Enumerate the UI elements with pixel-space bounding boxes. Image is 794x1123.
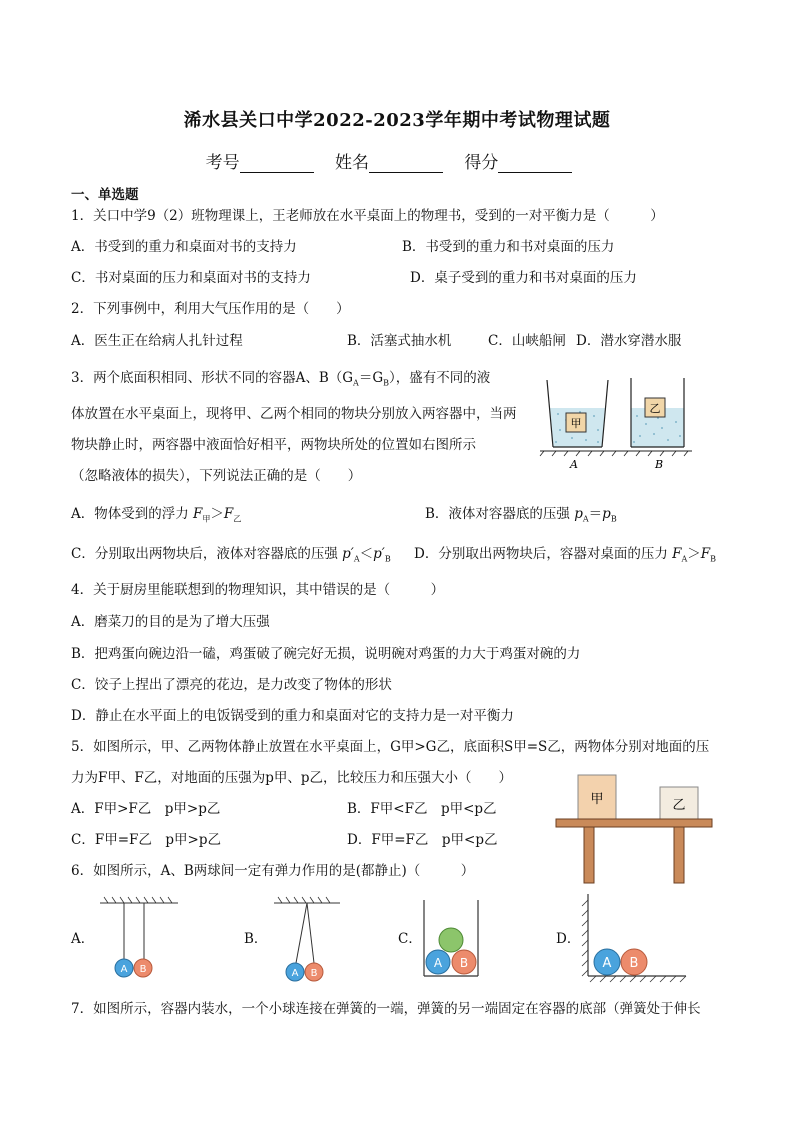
q6-stem: 6．如图所示，A、B两球间一定有弹力作用的是(都静止)（ ） bbox=[71, 863, 475, 879]
ball-b-text: B bbox=[459, 956, 469, 970]
q4-option-d[interactable]: D．静止在水平面上的电饭锅受到的重力和桌面对它的支持力是一对平衡力 bbox=[71, 708, 514, 724]
page-title: 浠水县关口中学2022-2023学年期中考试物理试题 bbox=[183, 110, 611, 131]
q1-option-c[interactable]: C．书对桌面的压力和桌面对书的支持力 bbox=[71, 270, 311, 286]
q6-option-d[interactable]: D． bbox=[556, 931, 581, 947]
q2-option-a[interactable]: A．医生正在给病人扎针过程 bbox=[71, 333, 243, 349]
q6-figure-b bbox=[272, 895, 342, 985]
container-b-label: B bbox=[654, 458, 664, 471]
q1-option-d[interactable]: D．桌子受到的重力和书对桌面的压力 bbox=[410, 270, 637, 286]
q7-stem: 7．如图所示，容器内装水，一个小球连接在弹簧的一端，弹簧的另一端固定在容器的底部（弹簧处于伸长 bbox=[71, 1001, 701, 1017]
q3-line4: （忽略液体的损失），下列说法正确的是（ ） bbox=[71, 468, 362, 484]
q4-stem: 4．关于厨房里能联想到的物理知识，其中错误的是（ ） bbox=[71, 582, 445, 598]
student-info-line bbox=[0, 148, 794, 173]
q6-option-a[interactable]: A． bbox=[71, 931, 95, 947]
q3-line2: 体放置在水平桌面上，现将甲、乙两个相同的物块分别放入两容器中，当两 bbox=[71, 406, 517, 422]
ball-b-text: B bbox=[310, 968, 318, 979]
q2-option-b[interactable]: B．活塞式抽水机 bbox=[347, 333, 452, 349]
score-label: 得分 bbox=[464, 153, 499, 173]
q3-line3: 物块静止时，两容器中液面恰好相平，两物块所处的位置如右图所示 bbox=[71, 437, 476, 453]
section-heading: 一、单选题 bbox=[71, 187, 139, 203]
ball-a-text: A bbox=[120, 964, 128, 975]
ball-b-text: B bbox=[139, 964, 147, 975]
ball-a-text: A bbox=[433, 956, 443, 970]
container-a-label: A bbox=[570, 458, 578, 471]
q1-stem: 1．关口中学9（2）班物理课上，王老师放在水平桌面上的物理书，受到的一对平衡力是（ ） bbox=[71, 208, 664, 224]
q3-option-c[interactable]: C．分别取出两物块后，液体对容器底的压强 $p'_A<p'_B$ bbox=[71, 546, 391, 564]
q3-option-a[interactable]: A．物体受到的浮力 $F_甲>F_乙$ bbox=[71, 506, 242, 524]
q2-stem: 2．下列事例中，利用大气压作用的是（ ） bbox=[71, 301, 350, 317]
q6-figure-a bbox=[98, 895, 180, 980]
name-blank[interactable] bbox=[369, 156, 443, 173]
q4-option-a[interactable]: A．磨菜刀的目的是为了增大压强 bbox=[71, 614, 270, 630]
exam-number-label: 考号 bbox=[205, 153, 240, 173]
q5-line2: 力为F甲、F乙，对地面的压强为p甲、p乙，比较压力和压强大小（ ） bbox=[71, 770, 513, 786]
q1-option-b[interactable]: B．书受到的重力和书对桌面的压力 bbox=[402, 239, 615, 255]
q6-option-c[interactable]: C． bbox=[398, 931, 422, 947]
q3-line1: 3．两个底面积相同、形状不同的容器A、$B(G_A=G_B)$，盛有不同的液 bbox=[71, 370, 491, 388]
table-figure bbox=[554, 773, 714, 885]
q1-option-a[interactable]: A．书受到的重力和桌面对书的支持力 bbox=[71, 239, 297, 255]
q3-option-d[interactable]: D．分别取出两物块后，容器对桌面的压力 $F_A>F_B$ bbox=[414, 546, 717, 564]
q4-option-c[interactable]: C．饺子上捏出了漂亮的花边，是力改变了物体的形状 bbox=[71, 677, 392, 693]
block-yi-label: 乙 bbox=[649, 402, 661, 415]
ball-a-text: A bbox=[602, 956, 612, 971]
name-label: 姓名 bbox=[335, 153, 369, 173]
q6-figure-c bbox=[420, 898, 482, 980]
block-jia-text: 甲 bbox=[590, 792, 604, 807]
q5-line1: 5．如图所示，甲、乙两物体静止放置在水平桌面上，G甲>G乙，底面积S甲=S乙，两物体分别对地面的压 bbox=[71, 739, 710, 755]
q6-option-b[interactable]: B． bbox=[244, 931, 268, 947]
ball-a-text: A bbox=[291, 968, 299, 979]
q5-option-c[interactable]: C．F甲=F乙 p甲>p乙 bbox=[71, 832, 221, 848]
exam-number-blank[interactable] bbox=[240, 156, 314, 173]
q2-option-c[interactable]: C．山峡船闸 bbox=[488, 333, 566, 349]
q5-option-d[interactable]: D．F甲=F乙 p甲<p乙 bbox=[347, 832, 498, 848]
q3-option-b[interactable]: B．液体对容器底的压强 $p_A=p_B$ bbox=[425, 506, 617, 524]
q5-option-a[interactable]: A．F甲>F乙 p甲>p乙 bbox=[71, 801, 221, 817]
q6-figure-d bbox=[580, 892, 690, 984]
ball-b-text: B bbox=[629, 956, 639, 971]
q2-option-d[interactable]: D．潜水穿潜水服 bbox=[576, 333, 682, 349]
containers-figure bbox=[536, 374, 696, 474]
block-yi-text: 乙 bbox=[672, 798, 686, 813]
q4-option-b[interactable]: B．把鸡蛋向碗边沿一磕，鸡蛋破了碗完好无损，说明碗对鸡蛋的力大于鸡蛋对碗的力 bbox=[71, 646, 581, 662]
score-blank[interactable] bbox=[498, 156, 572, 173]
block-jia-label: 甲 bbox=[570, 417, 582, 430]
q5-option-b[interactable]: B．F甲<F乙 p甲<p乙 bbox=[347, 801, 497, 817]
